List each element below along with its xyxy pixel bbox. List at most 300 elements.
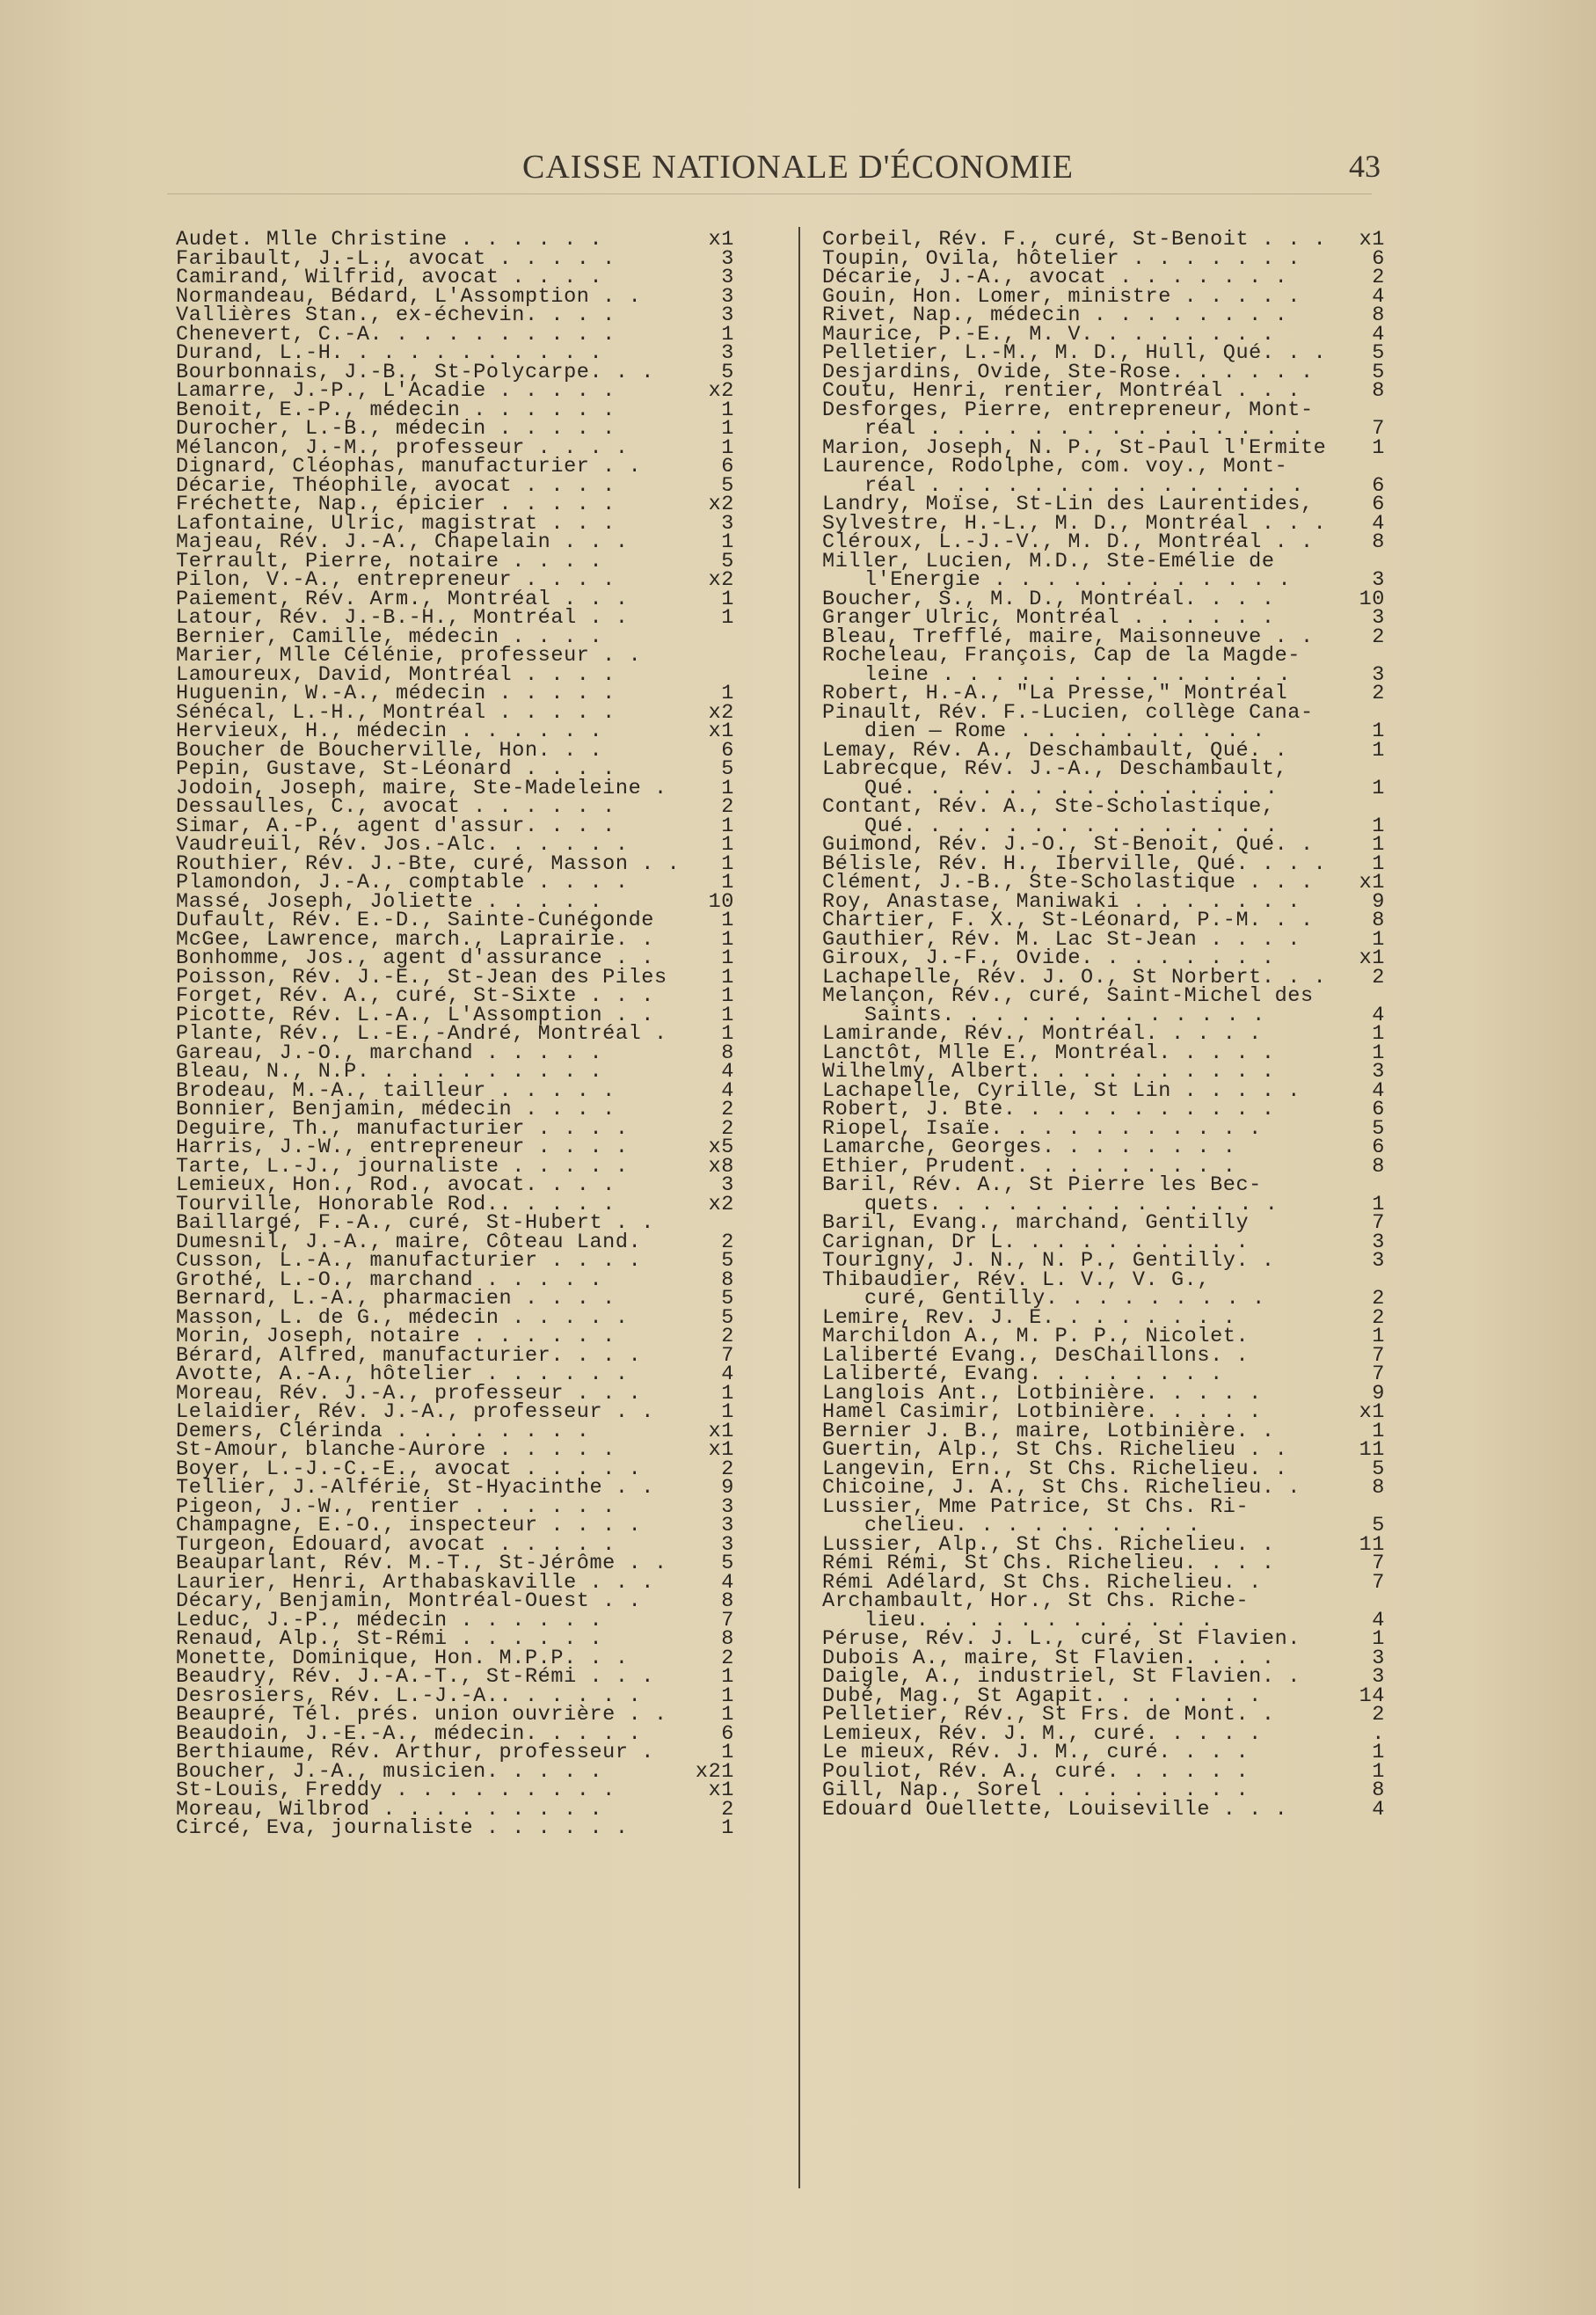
column-divider [798, 227, 800, 2188]
entry-name: St-Amour, blanche-Aurore . . . . . [176, 1438, 616, 1462]
entry-name: Robert, H.-A., "La Presse," Montréal [822, 682, 1288, 705]
entry-name: Bleau, Trefflé, maire, Maisonneuve . . [822, 624, 1314, 649]
entry-name: Cléroux, L.-J.-V., M. D., Montréal . . [822, 530, 1314, 554]
entry-count: 4 [1372, 1078, 1385, 1103]
entry-count: 10 [1359, 587, 1385, 611]
entry-count: 3 [1372, 1665, 1385, 1689]
entry-count: 1 [721, 946, 734, 970]
entry-name: Bourbonnais, J.-B., St-Polycarpe. . . [176, 360, 654, 384]
entry-count: 1 [1372, 1041, 1385, 1065]
entry-count: 2 [721, 1116, 734, 1141]
entry-name: Bernard, L.-A., pharmacien . . . . [176, 1287, 616, 1311]
entry-name: Tourville, Honorable Rod.. . . . . [176, 1192, 616, 1216]
entry-name: Durand, L.-H. . . . . . . . . . . [176, 341, 603, 365]
entry-count: 1 [721, 398, 734, 422]
entry-name: Bonhomme, Jos., agent d'assurance . . [176, 946, 654, 970]
list-item [822, 795, 1385, 838]
entry-name: Pelletier, L.-M., M. D., Hull, Qué. . . [822, 341, 1327, 365]
entry-name: Moreau, Wilbrod . . . . . . . . . [176, 1797, 603, 1822]
entry-name: Gouin, Hon. Lomer, ministre . . . . . [822, 284, 1301, 309]
entry-count: 3 [721, 246, 734, 271]
entry-count: 3 [1372, 1230, 1385, 1254]
entry-count: 3 [1372, 1060, 1385, 1084]
entry-name: Wilhelmy, Albert. . . . . . . . . . [822, 1060, 1275, 1084]
entry-count: 2 [1372, 624, 1385, 649]
entry-count: 3 [721, 1514, 734, 1537]
entry-name: Renaud, Alp., St-Rémi . . . . . . [176, 1627, 603, 1651]
entry-name: Maurice, P.-E., M. V. . . . . . . . [822, 322, 1275, 347]
entry-name: Lamoureux, David, Montréal . . . . [176, 662, 616, 687]
entry-count: 1 [721, 322, 734, 347]
entry-count: 1 [1372, 1627, 1385, 1651]
entry-name: Décary, Benjamin, Montréal-Ouest . . [176, 1589, 642, 1613]
entry-name: Pelletier, Rév., St Frs. de Mont. . [822, 1703, 1275, 1727]
entry-name: Dubois A., maire, St Flavien. . . . [822, 1646, 1275, 1670]
entry-count: 8 [1372, 303, 1385, 327]
entry-count: 2 [1372, 682, 1385, 705]
entry-count: 1 [721, 1703, 734, 1727]
entry-count: 1 [1372, 1022, 1385, 1046]
entry-count: 6 [721, 1721, 734, 1746]
entry-count: 3 [1372, 1646, 1385, 1670]
entry-count: 8 [1372, 1476, 1385, 1500]
entry-name: Poisson, Rév. J.-E., St-Jean des Piles [176, 965, 667, 990]
entry-name: Audet. Mlle Christine . . . . . . [176, 228, 603, 252]
entry-count: 10 [708, 889, 734, 914]
entry-name: Berthiaume, Rév. Arthur, professeur . [176, 1741, 654, 1764]
entry-count: 1 [1372, 1325, 1385, 1348]
entry-count: 1 [721, 1665, 734, 1689]
entry-count: 1 [1372, 776, 1385, 800]
entry-count: 1 [721, 1683, 734, 1708]
entry-name: Le mieux, Rév. J. M., curé. . . . [822, 1741, 1250, 1764]
entry-continuation: réal . . . . . . . . . . . . . . . [864, 473, 1304, 498]
entry-name: Masson, L. de G., médecin . . . . . [176, 1305, 629, 1330]
entry-count: 8 [721, 1589, 734, 1613]
entry-name: Bélisle, Rév. H., Iberville, Qué. . . . [822, 851, 1327, 876]
entry-count: 1 [1372, 1192, 1385, 1216]
entry-count: 1 [721, 1400, 734, 1424]
entry-count: 1 [1372, 1741, 1385, 1764]
entry-name: Hervieux, H., médecin . . . . . . [176, 719, 603, 743]
entry-name: Baril, Rév. A., St Pierre les Bec- [822, 1173, 1262, 1197]
entry-name: Boucher de Boucherville, Hon. . . [176, 738, 603, 763]
entry-name: Picotte, Rév. L.-A., L'Assomption . . [176, 1003, 654, 1027]
entry-count: 5 [721, 757, 734, 781]
entry-count: 5 [721, 1552, 734, 1575]
entry-count: 1 [721, 435, 734, 460]
entry-count: 11 [1359, 1532, 1385, 1557]
entry-count: 1 [1372, 1759, 1385, 1784]
entry-count: 6 [721, 738, 734, 763]
entry-count: 9 [1372, 1381, 1385, 1406]
entry-name: St-Louis, Freddy . . . . . . . . . [176, 1778, 616, 1802]
entry-name: Ethier, Prudent. . . . . . . . . [822, 1154, 1236, 1179]
entry-name: Camirand, Wilfrid, avocat . . . . [176, 266, 603, 289]
entry-name: Bernier, Camille, médecin . . . . [176, 624, 603, 649]
entry-count: 9 [1372, 889, 1385, 914]
entry-count: 1 [721, 606, 734, 630]
entry-name: Huguenin, W.-A., médecin . . . . . [176, 682, 616, 705]
entry-name: Jodoin, Joseph, maire, Ste-Madeleine . [176, 776, 667, 800]
entry-name: Contant, Rév. A., Ste-Scholastique, [822, 795, 1275, 819]
entry-name: Landry, Moïse, St-Lin des Laurentides, [822, 493, 1314, 516]
entry-name: Lemieux, Rév. J. M., curé. . . . . [822, 1721, 1262, 1746]
entry-count: 4 [1372, 322, 1385, 347]
entry-count: 2 [721, 795, 734, 819]
entry-count: x5 [708, 1136, 734, 1159]
entry-name: Langevin, Ern., St Chs. Richelieu. . [822, 1457, 1288, 1481]
entry-name: Coutu, Henri, rentier, Montréal . . . [822, 379, 1301, 403]
entry-count: 3 [1372, 1249, 1385, 1273]
entry-count: 7 [1372, 417, 1385, 441]
entry-continuation: réal . . . . . . . . . . . . . . . [864, 417, 1304, 441]
entry-name: Clément, J.-B., Ste-Scholastique . . . [822, 871, 1314, 895]
entry-name: Massé, Joseph, Joliette . . . . . [176, 889, 603, 914]
entry-count: 9 [721, 1476, 734, 1500]
entry-count: 2 [721, 1797, 734, 1822]
entry-count: 2 [721, 1457, 734, 1481]
entry-count: 3 [1372, 606, 1385, 630]
entry-name: Toupin, Ovila, hôtelier . . . . . . . [822, 246, 1301, 271]
entry-name: Thibaudier, Rév. L. V., V. G., [822, 1267, 1211, 1292]
entry-name: Vallières Stan., ex-échevin. . . . [176, 303, 616, 327]
entry-name: Monette, Dominique, Hon. M.P.P. . . [176, 1646, 629, 1670]
entry-name: Benoit, E.-P., médecin . . . . . . [176, 398, 616, 422]
entry-name: Laurier, Henri, Arthabaskaville . . . [176, 1570, 654, 1595]
entry-count: 1 [721, 530, 734, 554]
entry-name: Lussier, Alp., St Chs. Richelieu. . [822, 1532, 1275, 1557]
entry-name: Dubé, Mag., St Agapit. . . . . . . [822, 1683, 1262, 1708]
entry-name: Forget, Rév. A., curé, St-Sixte . . . [176, 984, 654, 1008]
entry-count: 1 [721, 984, 734, 1008]
entry-name: Corbeil, Rév. F., curé, St-Benoit . . . [822, 228, 1327, 252]
entry-count: 4 [1372, 1608, 1385, 1632]
entry-name: Desforges, Pierre, entrepreneur, Mont- [822, 398, 1314, 422]
entry-name: Boyer, L.-J.-C.-E., avocat . . . . . [176, 1457, 642, 1481]
entry-name: Hamel Casimir, Lotbinière. . . . . [822, 1400, 1262, 1424]
entry-name: Circé, Eva, journaliste . . . . . . [176, 1816, 629, 1840]
entry-count: 3 [721, 1173, 734, 1197]
list-item [822, 700, 1385, 743]
entry-count: 8 [1372, 1154, 1385, 1179]
entry-name: Tarte, L.-J., journaliste . . . . . [176, 1154, 629, 1179]
entry-name: Boucher, J.-A., musicien. . . . . [176, 1759, 603, 1784]
entry-continuation: chelieu. . . . . . . . . . [864, 1514, 1201, 1537]
entry-name: Lachapelle, Rév. J. O., St Norbert. . . [822, 965, 1327, 990]
entry-count: x2 [708, 700, 734, 725]
entry-name: Plamondon, J.-A., comptable . . . . [176, 871, 629, 895]
entry-count: 2 [1372, 1287, 1385, 1311]
entry-name: Chicoine, J. A., St Chs. Richelieu. . [822, 1476, 1301, 1500]
entry-count: 6 [1372, 246, 1385, 271]
entry-count: 5 [1372, 1116, 1385, 1141]
entry-name: Baillargé, F.-A., curé, St-Hubert . . [176, 1211, 654, 1235]
entry-count: 4 [721, 1078, 734, 1103]
list-item [822, 455, 1385, 498]
entry-count: 3 [721, 511, 734, 536]
entry-continuation: dien — Rome . . . . . . . . . . [864, 719, 1265, 743]
entry-name: Terrault, Pierre, notaire . . . . [176, 549, 603, 573]
entry-name: Marchildon A., M. P. P., Nicolet. [822, 1325, 1250, 1348]
entry-count: 7 [1372, 1362, 1385, 1386]
entry-name: Simar, A.-P., agent d'assur. . . . [176, 814, 616, 838]
entry-count: 1 [721, 814, 734, 838]
entry-name: Dignard, Cléophas, manufacturier . . [176, 455, 642, 478]
list-item [822, 549, 1385, 592]
entry-name: Harris, J.-W., entrepreneur . . . . [176, 1136, 629, 1159]
entry-count: 1 [721, 1816, 734, 1840]
entry-name: Cusson, L.-A., manufacturier . . . . [176, 1249, 642, 1273]
entry-count: 7 [1372, 1552, 1385, 1575]
entry-count: 1 [721, 776, 734, 800]
entry-count: . [1372, 1721, 1385, 1746]
entry-count: 3 [721, 1494, 734, 1519]
entry-name: Marion, Joseph, N. P., St-Paul l'Ermite [822, 435, 1327, 460]
list-item [822, 1494, 1385, 1537]
entry-count: 8 [1372, 530, 1385, 554]
entry-continuation: leine . . . . . . . . . . . . . . [864, 662, 1292, 687]
entry-count: 11 [1359, 1438, 1385, 1462]
entry-count: 8 [721, 1267, 734, 1292]
entry-count: 1 [721, 1003, 734, 1027]
entry-name: Sénécal, L.-H., Montréal . . . . . [176, 700, 616, 725]
entry-name: Bérard, Alfred, manufacturier. . . . [176, 1343, 642, 1368]
entry-name: Desrosiers, Rév. L.-J.-A.. . . . . . [176, 1683, 642, 1708]
entry-count: 4 [721, 1570, 734, 1595]
entry-count: 6 [1372, 1136, 1385, 1159]
entry-count: 1 [721, 1381, 734, 1406]
left-column-list [176, 230, 734, 1838]
entry-name: Sylvestre, H.-L., M. D., Montréal . . . [822, 511, 1327, 536]
entry-count: 3 [721, 1532, 734, 1557]
entry-count: 5 [1372, 341, 1385, 365]
entry-count: 1 [1372, 851, 1385, 876]
entry-count: 2 [1372, 1305, 1385, 1330]
entry-name: Champagne, E.-O., inspecteur . . . . [176, 1514, 642, 1537]
entry-name: Bernier J. B., maire, Lotbinière. . [822, 1419, 1275, 1443]
entry-count: 2 [721, 1098, 734, 1121]
entry-name: Beaudry, Rév. J.-A.-T., St-Rémi . . . [176, 1665, 654, 1689]
entry-continuation: quets. . . . . . . . . . . . . . [864, 1192, 1279, 1216]
entry-name: Chenevert, C.-A. . . . . . . . . . [176, 322, 616, 347]
entry-name: Turgeon, Edouard, avocat . . . . . [176, 1532, 616, 1557]
entry-name: Gauthier, Rév. M. Lac St-Jean . . . . [822, 927, 1301, 952]
entry-name: Beauparlant, Rév. M.-T., St-Jérôme . . [176, 1552, 667, 1575]
entry-count: 2 [1372, 1703, 1385, 1727]
entry-name: Pinault, Rév. F.-Lucien, collège Cana- [822, 700, 1314, 725]
entry-count: 1 [721, 851, 734, 876]
entry-name: Guertin, Alp., St Chs. Richelieu . . [822, 1438, 1288, 1462]
entry-name: Durocher, L.-B., médecin . . . . . [176, 417, 616, 441]
entry-name: Morin, Joseph, notaire . . . . . . [176, 1325, 616, 1348]
entry-name: Melançon, Rév., curé, Saint-Michel des [822, 984, 1314, 1008]
entry-count: 1 [721, 871, 734, 895]
entry-name: Lemieux, Hon., Rod., avocat. . . . [176, 1173, 616, 1197]
entry-name: Lemay, Rév. A., Deschambault, Qué. . [822, 738, 1288, 763]
entry-count: 3 [1372, 662, 1385, 687]
entry-name: Pigeon, J.-W., rentier . . . . . . [176, 1494, 616, 1519]
entry-count: 7 [721, 1343, 734, 1368]
entry-name: McGee, Lawrence, march., Laprairie. . [176, 927, 654, 952]
entry-name: Lelaidier, Rév. J.-A., professeur . . [176, 1400, 654, 1424]
entry-name: Vaudreuil, Rév. Jos.-Alc. . . . . . [176, 833, 629, 857]
entry-name: Rivet, Nap., médecin . . . . . . . . [822, 303, 1288, 327]
entry-count: 1 [721, 909, 734, 932]
entry-name: Laliberté Evang., DesChaillons. . [822, 1343, 1250, 1368]
entry-count: 7 [721, 1608, 734, 1632]
entry-name: Lamirande, Rév., Montréal. . . . . [822, 1022, 1262, 1046]
entry-name: Robert, J. Bte. . . . . . . . . . . [822, 1098, 1275, 1121]
entry-name: Baril, Evang., marchand, Gentilly [822, 1211, 1250, 1235]
entry-name: Archambault, Hor., St Chs. Riche- [822, 1589, 1250, 1613]
entry-count: 1 [721, 965, 734, 990]
entry-count: x1 [1359, 871, 1385, 895]
entry-continuation: l'Energie . . . . . . . . . . . . [864, 568, 1292, 592]
entry-name: Lanctôt, Mlle E., Montréal. . . . . [822, 1041, 1275, 1065]
entry-count: 6 [1372, 493, 1385, 516]
entry-count: 8 [721, 1041, 734, 1065]
entry-name: Faribault, J.-L., avocat . . . . . [176, 246, 616, 271]
entry-name: Dessaulles, C., avocat . . . . . . [176, 795, 616, 819]
entry-name: Chartier, F. X., St-Léonard, P.-M. . . [822, 909, 1314, 932]
entry-count: 5 [1372, 1457, 1385, 1481]
entry-count: 8 [1372, 909, 1385, 932]
entry-count: 1 [1372, 738, 1385, 763]
entry-name: Dumesnil, J.-A., maire, Côteau Land. [176, 1230, 642, 1254]
entry-count: 3 [721, 266, 734, 289]
entry-count: 8 [721, 1627, 734, 1651]
entry-name: Lamarre, J.-P., L'Acadie . . . . . [176, 379, 616, 403]
list-item [822, 1173, 1385, 1216]
entry-name: Latour, Rév. J.-B.-H., Montréal . . [176, 606, 629, 630]
entry-count: 1 [1372, 1419, 1385, 1443]
entry-name: Décarie, J.-A., avocat . . . . . . . [822, 266, 1288, 289]
entry-name: Majeau, Rév. J.-A., Chapelain . . . [176, 530, 629, 554]
entry-count: 8 [1372, 379, 1385, 403]
entry-count: 8 [1372, 1778, 1385, 1802]
list-item [822, 1589, 1385, 1632]
entry-count: 3 [721, 303, 734, 327]
entry-count: 1 [1372, 833, 1385, 857]
entry-name: Dufault, Rév. E.-D., Sainte-Cunégonde [176, 909, 654, 932]
entry-name: Mélancon, J.-M., professeur . . . . [176, 435, 629, 460]
entry-name: Pilon, V.-A., entrepreneur . . . . [176, 568, 616, 592]
entry-count: 2 [1372, 965, 1385, 990]
list-item [822, 644, 1385, 687]
entry-count: x1 [708, 719, 734, 743]
entry-name: Lamarche, Georges. . . . . . . . [822, 1136, 1236, 1159]
entry-name: Bonnier, Benjamin, médecin . . . . [176, 1098, 616, 1121]
entry-count: x2 [708, 568, 734, 592]
entry-count: 2 [721, 1325, 734, 1348]
entry-name: Rocheleau, François, Cap de la Magde- [822, 644, 1301, 668]
entry-count: 1 [721, 833, 734, 857]
entry-name: Paiement, Rév. Arm., Montréal . . . [176, 587, 629, 611]
entry-count: 1 [721, 1022, 734, 1046]
entry-count: 1 [721, 417, 734, 441]
entry-count: 5 [721, 473, 734, 498]
entry-count: 5 [721, 549, 734, 573]
entry-count: x2 [708, 1192, 734, 1216]
entry-count: 6 [1372, 1098, 1385, 1121]
entry-name: Lachapelle, Cyrille, St Lin . . . . . [822, 1078, 1301, 1103]
entry-name: Grothé, L.-O., marchand . . . . . [176, 1267, 603, 1292]
entry-count: 7 [1372, 1343, 1385, 1368]
entry-name: Laurence, Rodolphe, com. voy., Mont- [822, 455, 1288, 478]
entry-name: Décarie, Théophile, avocat . . . . [176, 473, 616, 498]
entry-name: Fréchette, Nap., épicier . . . . . [176, 493, 616, 516]
entry-count: 1 [1372, 927, 1385, 952]
entry-count: 14 [1359, 1683, 1385, 1708]
entry-count: 5 [1372, 1514, 1385, 1537]
list-item [822, 1797, 1385, 1822]
list-item [822, 984, 1385, 1027]
entry-name: Laliberté, Evang. . . . . . . . [822, 1362, 1223, 1386]
entry-name: Daigle, A., industriel, St Flavien. . [822, 1665, 1301, 1689]
entry-count: 4 [1372, 511, 1385, 536]
entry-name: Riopel, Isaïe. . . . . . . . . . . [822, 1116, 1262, 1141]
entry-count: 6 [721, 455, 734, 478]
entry-count: 1 [721, 682, 734, 705]
entry-name: Pepin, Gustave, St-Léonard . . . . [176, 757, 616, 781]
entry-count: 5 [721, 1287, 734, 1311]
entry-name: Guimond, Rév. J.-O., St-Benoit, Qué. . [822, 833, 1314, 857]
entry-name: Brodeau, M.-A., tailleur . . . . . [176, 1078, 616, 1103]
entry-continuation: lieu. . . . . . . . . . . . [864, 1608, 1213, 1632]
entry-name: Normandeau, Bédard, L'Assomption . . [176, 284, 642, 309]
page-header-title: CAISSE NATIONALE D'ÉCONOMIE [521, 149, 1075, 186]
entry-name: Deguire, Th., manufacturier . . . . [176, 1116, 629, 1141]
entry-count: 1 [1372, 435, 1385, 460]
entry-count: x2 [708, 379, 734, 403]
entry-continuation: curé, Gentilly. . . . . . . . . [864, 1287, 1265, 1311]
entry-count: x1 [708, 228, 734, 252]
entry-name: Langlois Ant., Lotbinière. . . . . [822, 1381, 1262, 1406]
entry-count: x1 [1359, 946, 1385, 970]
entry-count: 2 [1372, 266, 1385, 289]
entry-name: Leduc, J.-P., médecin . . . . . . [176, 1608, 603, 1632]
entry-continuation: Qué. . . . . . . . . . . . . . . [864, 776, 1279, 800]
entry-name: Lemire, Rev. J. E. . . . . . . . [822, 1305, 1236, 1330]
entry-count: 4 [1372, 1797, 1385, 1822]
entry-count: 5 [721, 1305, 734, 1330]
right-column-list [822, 228, 1385, 1822]
entry-name: Beaupré, Tél. prés. union ouvrière . . [176, 1703, 667, 1727]
entry-count: x2 [708, 493, 734, 516]
entry-name: Beaudoin, J.-E.-A., médecin. . . . . [176, 1721, 642, 1746]
entry-count: x21 [695, 1759, 734, 1784]
entry-count: 4 [1372, 284, 1385, 309]
entry-count: 4 [1372, 1003, 1385, 1027]
entry-name: Gareau, J.-O., marchand . . . . . [176, 1041, 603, 1065]
entry-name: Avotte, A.-A., hôtelier . . . . . . [176, 1362, 629, 1386]
entry-count: 4 [721, 1362, 734, 1386]
entry-count: 2 [721, 1230, 734, 1254]
entry-count: 5 [721, 360, 734, 384]
entry-name: Tourigny, J. N., N. P., Gentilly. . [822, 1249, 1275, 1273]
entry-count: x1 [1359, 1400, 1385, 1424]
entry-count: 1 [1372, 719, 1385, 743]
entry-count: 3 [721, 341, 734, 365]
entry-count: x8 [708, 1154, 734, 1179]
entry-name: Labrecque, Rév. J.-A., Deschambault, [822, 757, 1288, 781]
entry-name: Roy, Anastase, Maniwaki . . . . . . . [822, 889, 1301, 914]
entry-count: 1 [721, 587, 734, 611]
entry-count: 1 [721, 927, 734, 952]
entry-count: 1 [1372, 814, 1385, 838]
page-number: 43 [1349, 149, 1381, 184]
